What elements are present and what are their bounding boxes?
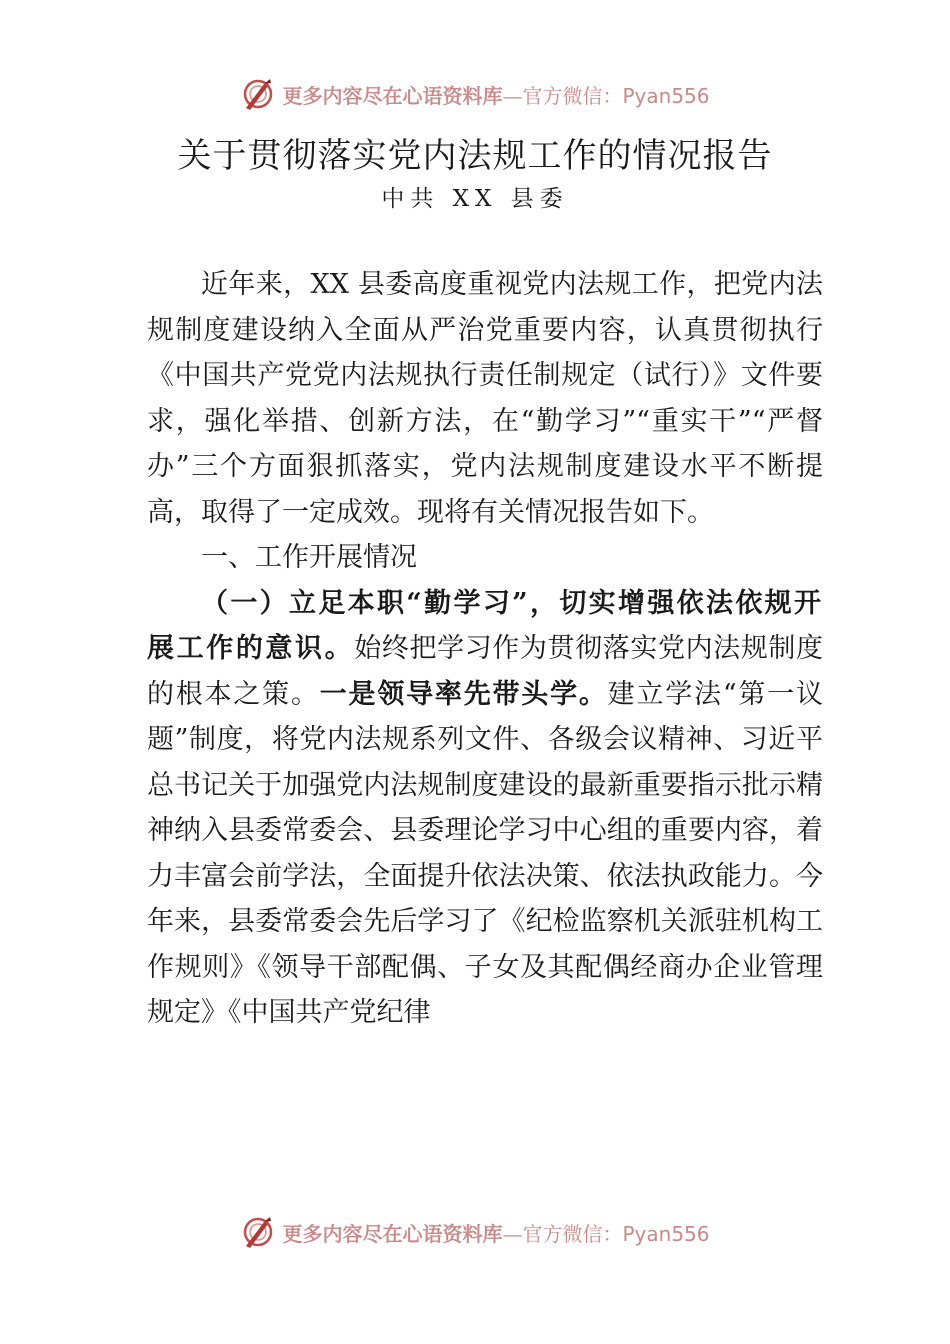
document-body xyxy=(147,262,823,1036)
paragraph-text-continued: 建立学法“第一议题”制度，将党内法规系列文件、各级会议精神、习近平总书记关于加强党内法规制度建设的最新重要指示批示精神纳入县委常委会、县委理论学习中心组的重要内容，着力丰富会前学法，全面提升依法决策、依法执政能力。今年来，县委常委会先后学习了《纪检监察机关派驻机构工作规则》《领导干部配偶、子女及其配偶经商办企业管理规定》《中国共产党纪律 xyxy=(147,678,824,1028)
pen-logo-icon xyxy=(240,1214,276,1250)
document-title: 关于贯彻落实党内法规工作的情况报告 xyxy=(177,136,773,176)
emphasis-text: 一是领导率先带头学。 xyxy=(319,678,608,710)
paragraph-section1 xyxy=(147,581,823,1036)
banner-separator: — xyxy=(502,1221,523,1246)
document-organization: 中共 XX 县委 xyxy=(381,186,569,212)
paragraph-intro: 近年来，XX 县委高度重视党内法规工作，把党内法规制度建设纳入全面从严治党重要内容，认真贯彻执行《中国共产党党内法规执行责任制规定（试行）》文件要求，强化举措、创新方法，在“勤学习”“重实干”“严督办”三个方面狠抓落实，党内法规制度建设水平不断提高，取得了一定成效。现将有关情况报告如下。 xyxy=(147,269,823,528)
banner-wechat-id: Pyan556 xyxy=(622,1221,710,1246)
banner-wechat-label: 官方微信： xyxy=(522,83,623,108)
banner-text xyxy=(282,1218,709,1247)
subsection-heading: （一）立足本职“勤学习”，切实增强依法依规开展工作的意识。 xyxy=(147,587,823,664)
pen-logo-icon xyxy=(240,76,276,112)
banner-text xyxy=(282,80,709,109)
paragraph-text: 始终把学习作为贯彻落实党内法规制度的根本之策。 xyxy=(147,633,824,710)
banner-brand: 更多内容尽在心语资料库 xyxy=(282,1221,503,1246)
banner-brand: 更多内容尽在心语资料库 xyxy=(282,83,503,108)
footer-banner xyxy=(0,1210,950,1254)
section-heading: 一、工作开展情况 xyxy=(201,542,417,573)
banner-wechat-label: 官方微信： xyxy=(522,1221,623,1246)
header-banner xyxy=(0,72,950,116)
banner-wechat-id: Pyan556 xyxy=(622,83,710,108)
banner-separator: — xyxy=(502,83,523,108)
